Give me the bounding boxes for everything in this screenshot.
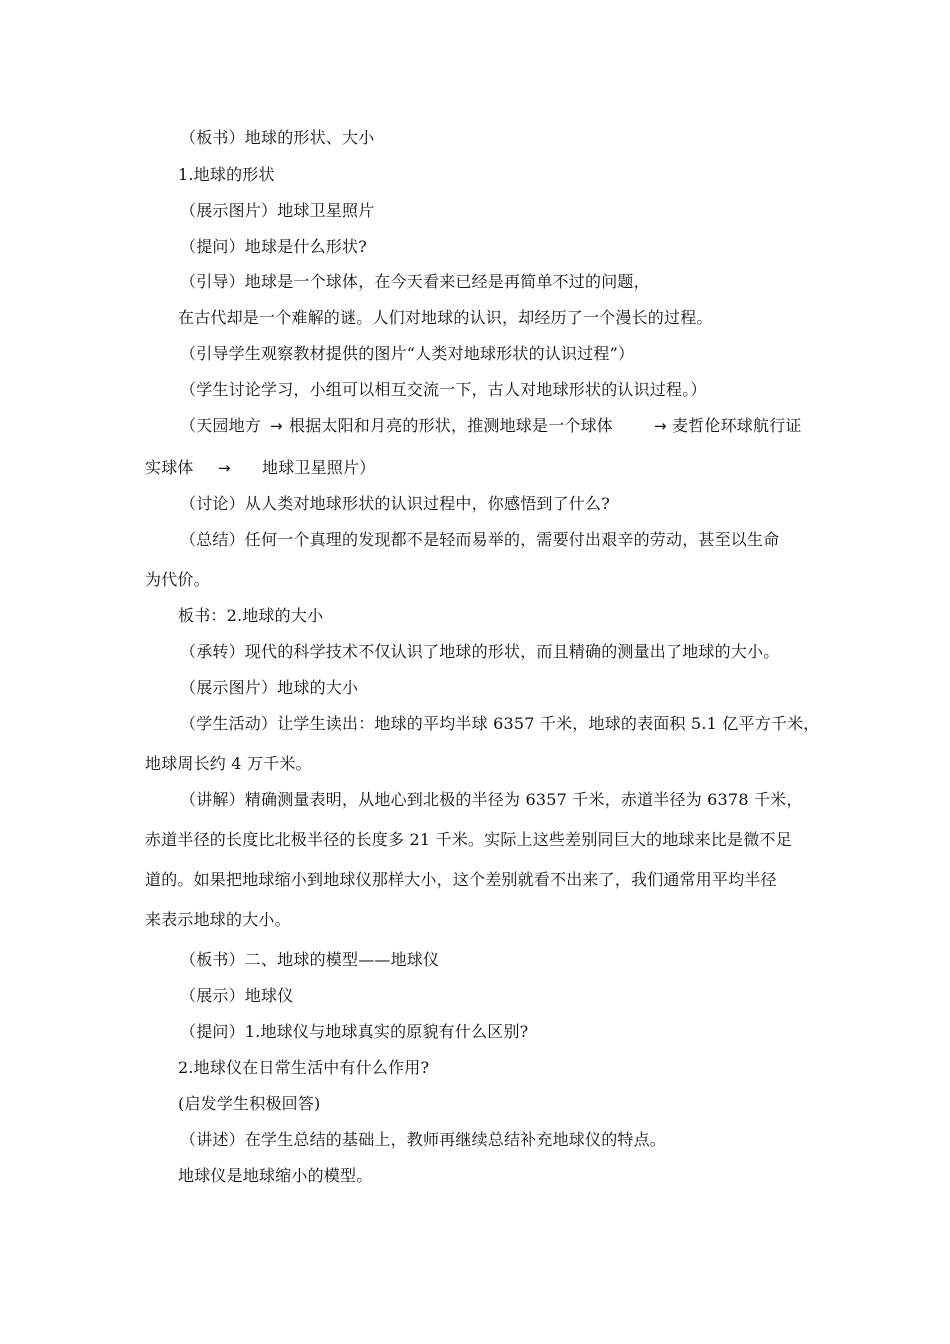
show-globe: （展示）地球仪	[180, 986, 294, 1005]
guide-paragraph-line-2: 在古代却是一个难解的谜。人们对地球的认识，却经历了一个漫长的过程。	[178, 308, 713, 327]
show-size-picture: （展示图片）地球的大小	[180, 678, 359, 697]
explanation-line-3: 道的。如果把地球缩小到地球仪那样大小，这个差别就看不出来了，我们通常用平均半径	[145, 870, 777, 889]
arrow-icon: →	[218, 459, 231, 477]
board-globe-heading: （板书）二、地球的模型——地球仪	[180, 950, 440, 969]
process-step-1: （天园地方	[180, 416, 262, 435]
student-activity-line-2: 地球周长约 4 万千米。	[145, 754, 312, 773]
process-step-3-continued: 实球体	[145, 458, 194, 477]
narration-globe-features: （讲述）在学生总结的基础上，教师再继续总结补充地球仪的特点。	[180, 1130, 667, 1149]
show-satellite-photo: （展示图片）地球卫星照片	[180, 201, 375, 220]
transition-line: （承转）现代的科学技术不仅认识了地球的形状，而且精确的测量出了地球的大小。	[180, 642, 780, 661]
explanation-line-4: 来表示地球的大小。	[145, 910, 291, 929]
question-globe-difference: （提问）1.地球仪与地球真实的原貌有什么区别?	[180, 1022, 529, 1041]
process-step-3: 麦哲伦环球航行证	[672, 416, 802, 435]
process-step-2: 根据太阳和月亮的形状，推测地球是一个球体	[289, 416, 614, 435]
globe-definition: 地球仪是地球缩小的模型。	[178, 1166, 373, 1185]
arrow-icon: →	[270, 417, 283, 435]
student-discussion: （学生讨论学习，小组可以相互交流一下，古人对地球形状的认识过程。）	[180, 380, 707, 399]
guide-observe-picture: （引导学生观察教材提供的图片“人类对地球形状的认识过程”）	[180, 344, 635, 363]
question-globe-use: 2.地球仪在日常生活中有什么作用?	[178, 1058, 430, 1077]
board-size-heading: 板书：2.地球的大小	[178, 606, 324, 625]
student-activity-line-1: （学生活动）让学生读出：地球的平均半球 6357 千米，地球的表面积 5.1 亿平方千米，	[180, 714, 820, 733]
guide-paragraph-line-1: （引导）地球是一个球体，在今天看来已经是再简单不过的问题，	[180, 272, 650, 291]
explanation-line-1: （讲解）精确测量表明，从地心到北极的半径为 6357 千米，赤道半径为 6378 千米，	[180, 790, 803, 809]
board-title: （板书）地球的形状、大小	[180, 128, 375, 147]
section-shape-heading: 1.地球的形状	[178, 165, 275, 184]
discussion-question: （讨论）从人类对地球形状的认识过程中，你感悟到了什么?	[180, 494, 610, 513]
summary-line-1: （总结）任何一个真理的发现都不是轻而易举的，需要付出艰辛的劳动，甚至以生命	[180, 530, 780, 549]
arrow-icon: →	[654, 417, 667, 435]
question-shape: （提问）地球是什么形状?	[180, 237, 367, 256]
explanation-line-2: 赤道半径的长度比北极半径的长度多 21 千米。实际上这些差别同巨大的地球来比是微不足	[145, 830, 792, 849]
prompt-students: (启发学生积极回答)	[178, 1094, 321, 1113]
process-step-4: 地球卫星照片）	[262, 458, 376, 477]
summary-line-2: 为代价。	[145, 570, 210, 589]
